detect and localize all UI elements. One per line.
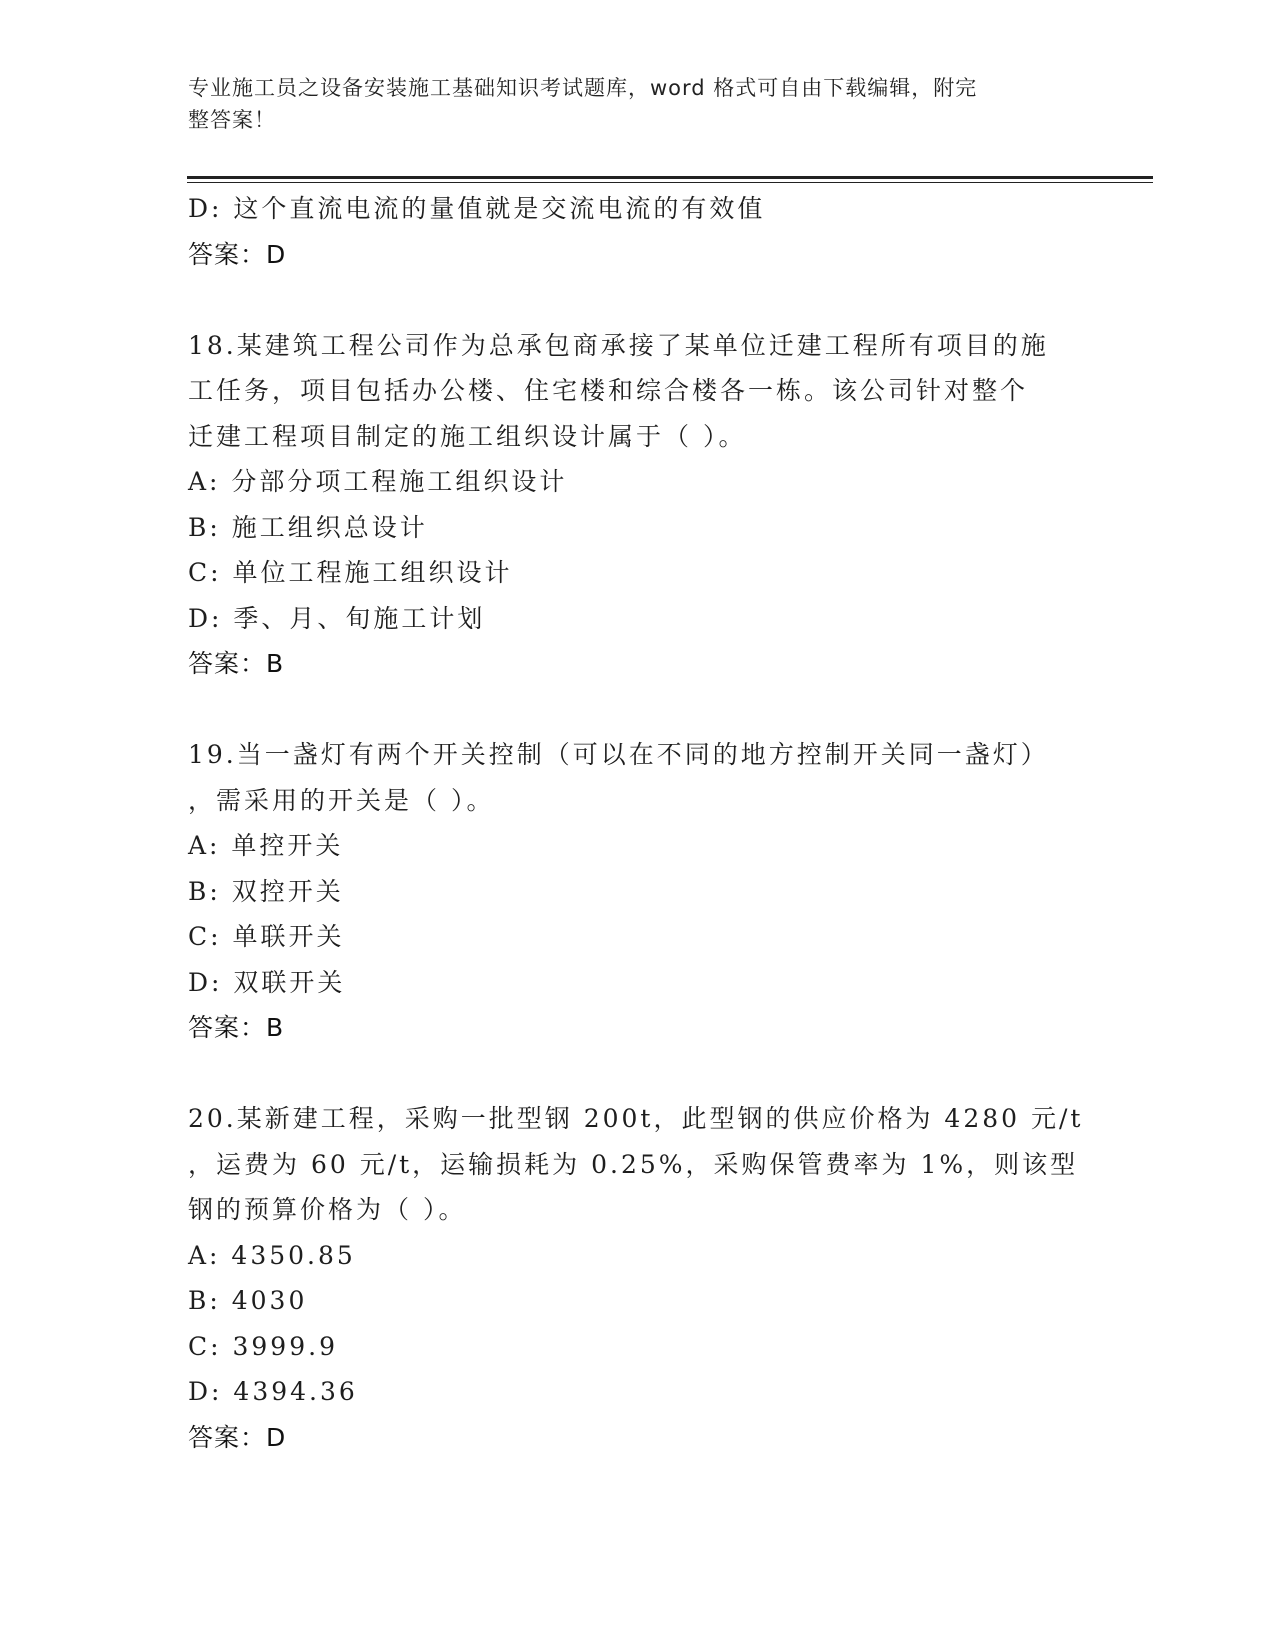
- prev-answer: 答案：D: [188, 239, 287, 269]
- option-d: D: 4394.36: [188, 1377, 358, 1406]
- spacer: [188, 687, 1088, 733]
- option-c: C: 3999.9: [188, 1331, 338, 1361]
- question-stem-line: ，运费为 60 元/t，运输损耗为 0.25%，采购保管费率为 1%，则该型: [188, 1149, 1079, 1179]
- option-c: C: 单位工程施工组织设计: [188, 558, 513, 587]
- page-header: [188, 72, 1068, 136]
- option-d: D: 季、月、旬施工计划: [188, 603, 486, 633]
- option-a: A: 4350.85: [188, 1240, 356, 1270]
- answer: 答案：D: [188, 1422, 287, 1452]
- option-d: D: 双联开关: [188, 967, 346, 997]
- header-line-1: 专业施工员之设备安装施工基础知识考试题库，word 格式可自由下载编辑，附完: [188, 76, 978, 100]
- question-stem-line: 20.某新建工程，采购一批型钢 200t，此型钢的供应价格为 4280 元/t: [188, 1104, 1084, 1133]
- spacer: [188, 277, 1088, 323]
- option-b: B: 4030: [188, 1286, 308, 1315]
- header-rule-thick: [187, 176, 1153, 179]
- spacer: [188, 1051, 1088, 1097]
- question-stem-line: 19.当一盏灯有两个开关控制（可以在不同的地方控制开关同一盏灯）: [188, 740, 1049, 769]
- option-a: A: 分部分项工程施工组织设计: [188, 467, 568, 496]
- question-20: [188, 1096, 1088, 1460]
- option-b: B: 双控开关: [188, 876, 344, 906]
- option-b: B: 施工组织总设计: [188, 512, 428, 542]
- answer: 答案：B: [188, 1013, 285, 1042]
- question-19: [188, 732, 1088, 1051]
- answer: 答案：B: [188, 649, 285, 678]
- header-line-2: 整答案！: [188, 108, 276, 132]
- option-a: A: 单控开关: [188, 831, 344, 860]
- question-stem-line: 18.某建筑工程公司作为总承包商承接了某单位迁建工程所有项目的施: [188, 330, 1049, 360]
- question-stem-line: ，需采用的开关是（ ）。: [188, 785, 495, 815]
- option-c: C: 单联开关: [188, 922, 345, 951]
- header-rule-thin: [187, 182, 1153, 183]
- question-stem-line: 迁建工程项目制定的施工组织设计属于（ ）。: [188, 421, 747, 451]
- question-stem-line: 工任务，项目包括办公楼、住宅楼和综合楼各一栋。该公司针对整个: [188, 376, 1029, 405]
- question-stem-line: 钢的预算价格为（ ）。: [188, 1195, 467, 1224]
- prev-option-d: D: 这个直流电流的量值就是交流电流的有效值: [188, 194, 766, 223]
- question-content: [188, 186, 1088, 1460]
- question-18: [188, 323, 1088, 687]
